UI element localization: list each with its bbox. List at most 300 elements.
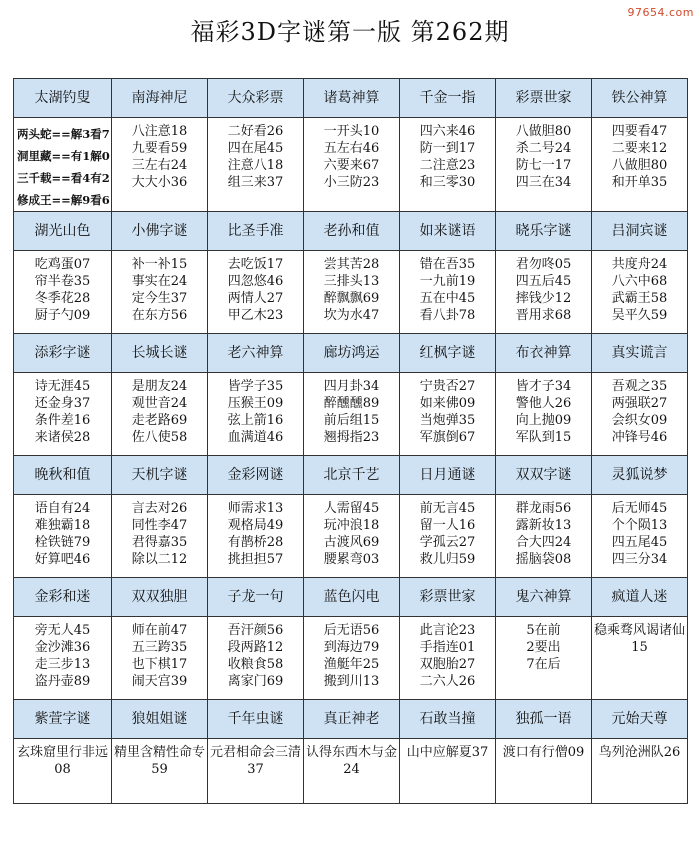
header-row bbox=[14, 212, 688, 251]
riddle-line: 五在中45 bbox=[419, 291, 476, 306]
column-header-label: 双双独胆 bbox=[131, 589, 188, 605]
column-header bbox=[496, 79, 592, 118]
column-header bbox=[14, 456, 112, 495]
column-header-label: 紫萱字谜 bbox=[34, 711, 91, 727]
column-header-label: 天机字谜 bbox=[131, 467, 188, 483]
riddle-line: 难独霸18 bbox=[34, 518, 91, 533]
column-header bbox=[592, 456, 688, 495]
riddle-cell bbox=[304, 495, 400, 578]
riddle-line: 两头蛇==解3看7 bbox=[17, 127, 110, 141]
column-header-label: 真实谎言 bbox=[611, 345, 668, 361]
riddle-cell bbox=[112, 251, 208, 334]
riddle-line: 尝其苦28 bbox=[323, 257, 380, 272]
riddle-line: 有鹊桥28 bbox=[227, 535, 284, 550]
riddle-line: 二好看26 bbox=[227, 124, 284, 139]
column-header-label: 红枫字谜 bbox=[419, 345, 476, 361]
riddle-line: 和三零30 bbox=[419, 175, 476, 190]
riddle-lines bbox=[14, 617, 111, 690]
riddle-cell bbox=[400, 739, 496, 804]
riddle-line: 吾观之35 bbox=[611, 379, 668, 394]
riddle-line: 和开单35 bbox=[611, 175, 668, 190]
riddle-line: 看八卦78 bbox=[419, 308, 476, 323]
riddle-lines bbox=[304, 251, 399, 324]
column-header bbox=[112, 334, 208, 373]
column-header-label: 鬼六神算 bbox=[515, 589, 572, 605]
column-header-label: 老六神算 bbox=[227, 345, 284, 361]
column-header-label: 千年虫谜 bbox=[227, 711, 284, 727]
riddle-cell bbox=[592, 373, 688, 456]
riddle-line: 学孤云27 bbox=[419, 535, 476, 550]
header-row bbox=[14, 334, 688, 373]
riddle-line: 来诸侯28 bbox=[34, 430, 91, 445]
riddle-line: 玄珠窟里行非远08 bbox=[16, 745, 108, 777]
riddle-cell bbox=[400, 617, 496, 700]
column-header-label: 子龙一句 bbox=[227, 589, 284, 605]
header-row bbox=[14, 456, 688, 495]
header-row bbox=[14, 700, 688, 739]
riddle-lines bbox=[304, 617, 399, 690]
riddle-line: 甲乙木23 bbox=[227, 308, 284, 323]
riddle-lines bbox=[304, 118, 399, 191]
riddle-cell bbox=[304, 739, 400, 804]
page-title: 福彩3D字谜第一版 第262期 bbox=[190, 18, 510, 46]
riddle-line: 摇脑袋08 bbox=[515, 552, 572, 567]
riddle-line: 盗丹壶89 bbox=[34, 674, 91, 689]
riddle-cell bbox=[400, 251, 496, 334]
riddle-line: 元君相命会三清37 bbox=[210, 745, 302, 777]
column-header bbox=[496, 334, 592, 373]
column-header bbox=[112, 79, 208, 118]
column-header bbox=[304, 456, 400, 495]
column-header-label: 千金一指 bbox=[419, 90, 476, 106]
riddle-line: 搬到川13 bbox=[323, 674, 380, 689]
riddle-cell bbox=[14, 251, 112, 334]
riddle-line: 血满道46 bbox=[227, 430, 284, 445]
riddle-line: 条件差16 bbox=[34, 413, 91, 428]
riddle-line: 留一人16 bbox=[419, 518, 476, 533]
riddle-line: 二六人26 bbox=[419, 674, 476, 689]
riddle-cell bbox=[400, 118, 496, 212]
riddle-cell bbox=[112, 495, 208, 578]
riddle-cell bbox=[208, 118, 304, 212]
riddle-lines bbox=[496, 617, 591, 673]
riddle-line: 吴平久59 bbox=[611, 308, 668, 323]
riddle-line: 语自有24 bbox=[34, 501, 91, 516]
riddle-cell bbox=[112, 373, 208, 456]
riddle-line: 三排头13 bbox=[323, 274, 380, 289]
riddle-line: 5在前 bbox=[526, 623, 561, 638]
riddle-line: 八六中68 bbox=[611, 274, 668, 289]
riddle-line: 7在后 bbox=[526, 657, 561, 672]
riddle-lines bbox=[400, 739, 495, 761]
riddle-line: 八做胆80 bbox=[611, 158, 668, 173]
riddle-line: 皆才子34 bbox=[515, 379, 572, 394]
riddle-cell bbox=[14, 739, 112, 804]
column-header bbox=[400, 578, 496, 617]
riddle-line: 师需求13 bbox=[227, 501, 284, 516]
column-header-label: 老孙和值 bbox=[323, 223, 380, 239]
column-header bbox=[14, 578, 112, 617]
riddle-line: 军旗倒67 bbox=[419, 430, 476, 445]
riddle-line: 吃鸡蛋07 bbox=[34, 257, 91, 272]
column-header bbox=[496, 700, 592, 739]
riddle-lines bbox=[112, 118, 207, 191]
column-header bbox=[304, 700, 400, 739]
column-header bbox=[14, 79, 112, 118]
riddle-cell bbox=[304, 617, 400, 700]
riddle-line: 手指连01 bbox=[419, 640, 476, 655]
riddle-line: 皆学子35 bbox=[227, 379, 284, 394]
column-header-label: 金彩网谜 bbox=[227, 467, 284, 483]
content-row bbox=[14, 739, 688, 804]
riddle-cell bbox=[496, 118, 592, 212]
riddle-line: 还金身37 bbox=[34, 396, 91, 411]
riddle-line: 旁无人45 bbox=[34, 623, 91, 638]
riddle-line: 四五尾45 bbox=[611, 535, 668, 550]
riddle-lines bbox=[592, 739, 687, 761]
riddle-lines bbox=[592, 617, 687, 656]
riddle-lines bbox=[112, 617, 207, 690]
riddle-line: 精里含精性命专59 bbox=[114, 745, 206, 777]
riddle-line: 宁贵否27 bbox=[419, 379, 476, 394]
riddle-lines bbox=[400, 251, 495, 324]
riddle-line: 认得东西木与金24 bbox=[306, 745, 398, 777]
riddle-cell bbox=[496, 739, 592, 804]
riddle-line: 稳乘骛风谒诸仙15 bbox=[594, 623, 686, 655]
riddle-lines bbox=[400, 617, 495, 690]
riddle-cell bbox=[592, 739, 688, 804]
riddle-line: 厨子勺09 bbox=[34, 308, 91, 323]
riddle-lines bbox=[208, 118, 303, 191]
riddle-lines bbox=[400, 373, 495, 446]
riddle-cell bbox=[304, 251, 400, 334]
riddle-line: 两强联27 bbox=[611, 396, 668, 411]
riddle-line: 四要看47 bbox=[611, 124, 668, 139]
column-header bbox=[592, 79, 688, 118]
riddle-cell bbox=[112, 739, 208, 804]
riddle-cell bbox=[592, 495, 688, 578]
riddle-line: 坎为水47 bbox=[323, 308, 380, 323]
riddle-cell bbox=[400, 495, 496, 578]
riddle-line: 五左右46 bbox=[323, 141, 380, 156]
riddle-line: 挑担担57 bbox=[227, 552, 284, 567]
riddle-line: 五三跨35 bbox=[131, 640, 188, 655]
riddle-line: 人需留45 bbox=[323, 501, 380, 516]
content-row bbox=[14, 118, 688, 212]
riddle-lines bbox=[14, 251, 111, 324]
riddle-cell bbox=[496, 373, 592, 456]
riddle-line: 防七一17 bbox=[515, 158, 572, 173]
riddle-line: 四三分34 bbox=[611, 552, 668, 567]
riddle-lines bbox=[304, 495, 399, 568]
column-header-label: 北京千艺 bbox=[323, 467, 380, 483]
column-header bbox=[496, 212, 592, 251]
riddle-lines bbox=[14, 495, 111, 568]
riddle-cell bbox=[208, 373, 304, 456]
riddle-line: 向上抛09 bbox=[515, 413, 572, 428]
column-header bbox=[112, 578, 208, 617]
riddle-line: 四五后45 bbox=[515, 274, 572, 289]
riddle-line: 后无师45 bbox=[611, 501, 668, 516]
riddle-line: 古渡风69 bbox=[323, 535, 380, 550]
column-header-label: 蓝色闪电 bbox=[323, 589, 380, 605]
riddle-line: 露新妆13 bbox=[515, 518, 572, 533]
riddle-lines bbox=[208, 739, 303, 778]
riddle-cell bbox=[208, 739, 304, 804]
column-header bbox=[112, 456, 208, 495]
column-header bbox=[400, 334, 496, 373]
riddle-line: 个个陨13 bbox=[611, 518, 668, 533]
riddle-lines bbox=[112, 373, 207, 446]
riddle-line: 补一补15 bbox=[131, 257, 188, 272]
header-row bbox=[14, 79, 688, 118]
riddle-line: 渡口有行僧09 bbox=[502, 745, 585, 760]
riddle-line: 在东方56 bbox=[131, 308, 188, 323]
riddle-line: 修成王==解9看6 bbox=[17, 193, 110, 207]
riddle-lines bbox=[592, 495, 687, 568]
riddle-line: 离家门69 bbox=[227, 674, 284, 689]
riddle-line: 师在前47 bbox=[131, 623, 188, 638]
riddle-lines bbox=[496, 495, 591, 568]
riddle-line: 摔钱少12 bbox=[515, 291, 572, 306]
column-header bbox=[112, 212, 208, 251]
riddle-line: 四忽悠46 bbox=[227, 274, 284, 289]
riddle-line: 错在吾35 bbox=[419, 257, 476, 272]
riddle-line: 群龙雨56 bbox=[515, 501, 572, 516]
riddle-line: 四六来46 bbox=[419, 124, 476, 139]
column-header bbox=[400, 456, 496, 495]
riddle-line: 去吃饭17 bbox=[227, 257, 284, 272]
riddle-line: 君得嘉35 bbox=[131, 535, 188, 550]
riddle-line: 双胞胎27 bbox=[419, 657, 476, 672]
riddle-line: 腰累弯03 bbox=[323, 552, 380, 567]
column-header bbox=[496, 578, 592, 617]
riddle-line: 洞里藏==有1解0 bbox=[17, 149, 110, 163]
riddle-line: 是朋友24 bbox=[131, 379, 188, 394]
riddle-line: 观格局49 bbox=[227, 518, 284, 533]
riddle-line: 2要出 bbox=[526, 640, 561, 655]
riddle-line: 醉醺醺89 bbox=[323, 396, 380, 411]
riddle-line: 金沙滩36 bbox=[34, 640, 91, 655]
column-header bbox=[592, 334, 688, 373]
column-header-label: 南海神尼 bbox=[131, 90, 188, 106]
riddle-line: 闹天宫39 bbox=[131, 674, 188, 689]
riddle-line: 会织女09 bbox=[611, 413, 668, 428]
riddle-line: 醉飘飘69 bbox=[323, 291, 380, 306]
column-header-label: 如来谜语 bbox=[419, 223, 476, 239]
column-header-label: 彩票世家 bbox=[419, 589, 476, 605]
column-header-label: 比圣手准 bbox=[227, 223, 284, 239]
column-header bbox=[304, 212, 400, 251]
column-header-label: 双双字谜 bbox=[515, 467, 572, 483]
riddle-line: 晋用求68 bbox=[515, 308, 572, 323]
riddle-lines bbox=[14, 373, 111, 446]
riddle-table-body bbox=[14, 79, 688, 804]
riddle-line: 栓铁链79 bbox=[34, 535, 91, 550]
column-header-label: 铁公神算 bbox=[611, 90, 668, 106]
column-header-label: 彩票世家 bbox=[515, 90, 572, 106]
column-header bbox=[208, 700, 304, 739]
column-header-label: 真正神老 bbox=[323, 711, 380, 727]
column-header bbox=[496, 456, 592, 495]
riddle-cell bbox=[592, 118, 688, 212]
riddle-line: 也下棋17 bbox=[131, 657, 188, 672]
column-header-label: 小佛字谜 bbox=[131, 223, 188, 239]
content-row bbox=[14, 617, 688, 700]
riddle-line: 到海边79 bbox=[323, 640, 380, 655]
riddle-line: 走老路69 bbox=[131, 413, 188, 428]
riddle-line: 一九前19 bbox=[419, 274, 476, 289]
riddle-lines bbox=[112, 495, 207, 568]
riddle-line: 此言论23 bbox=[419, 623, 476, 638]
riddle-lines bbox=[496, 739, 591, 761]
riddle-cell bbox=[496, 495, 592, 578]
column-header-label: 大众彩票 bbox=[227, 90, 284, 106]
riddle-line: 前无言45 bbox=[419, 501, 476, 516]
riddle-line: 八做胆80 bbox=[515, 124, 572, 139]
column-header bbox=[14, 700, 112, 739]
column-header bbox=[304, 334, 400, 373]
riddle-lines bbox=[592, 251, 687, 324]
riddle-lines bbox=[208, 617, 303, 690]
column-header-label: 日月通谜 bbox=[419, 467, 476, 483]
riddle-lines bbox=[208, 495, 303, 568]
column-header-label: 太湖钓叟 bbox=[34, 90, 91, 106]
riddle-cell bbox=[14, 373, 112, 456]
riddle-cell bbox=[304, 373, 400, 456]
riddle-cell bbox=[208, 495, 304, 578]
content-row bbox=[14, 373, 688, 456]
riddle-lines bbox=[592, 118, 687, 191]
riddle-lines bbox=[496, 118, 591, 191]
column-header bbox=[400, 700, 496, 739]
riddle-line: 组三来37 bbox=[227, 175, 284, 190]
riddle-line: 冲锋号46 bbox=[611, 430, 668, 445]
riddle-lines bbox=[14, 739, 111, 778]
riddle-line: 大大小36 bbox=[131, 175, 188, 190]
riddle-line: 山中应解夏37 bbox=[406, 745, 489, 760]
riddle-cell bbox=[496, 251, 592, 334]
riddle-line: 八注意18 bbox=[131, 124, 188, 139]
riddle-line: 同性李47 bbox=[131, 518, 188, 533]
riddle-line: 军队到15 bbox=[515, 430, 572, 445]
column-header-label: 布衣神算 bbox=[515, 345, 572, 361]
column-header bbox=[592, 578, 688, 617]
column-header bbox=[14, 334, 112, 373]
column-header bbox=[208, 456, 304, 495]
riddle-line: 后无语56 bbox=[323, 623, 380, 638]
column-header-label: 晓乐字谜 bbox=[515, 223, 572, 239]
column-header-label: 金彩和迷 bbox=[34, 589, 91, 605]
riddle-lines bbox=[304, 739, 399, 778]
riddle-lines bbox=[592, 373, 687, 446]
riddle-cell bbox=[400, 373, 496, 456]
column-header-label: 晚秋和值 bbox=[34, 467, 91, 483]
riddle-line: 除以二12 bbox=[131, 552, 188, 567]
riddle-line: 二要来12 bbox=[611, 141, 668, 156]
column-header bbox=[400, 79, 496, 118]
riddle-lines bbox=[304, 373, 399, 446]
column-header bbox=[112, 700, 208, 739]
column-header-label: 独孤一语 bbox=[515, 711, 572, 727]
riddle-cell bbox=[304, 118, 400, 212]
column-header-label: 添彩字谜 bbox=[34, 345, 91, 361]
content-row bbox=[14, 251, 688, 334]
column-header-label: 灵狐说梦 bbox=[611, 467, 668, 483]
riddle-lines bbox=[112, 251, 207, 324]
riddle-line: 四三在34 bbox=[515, 175, 572, 190]
riddle-line: 诗无涯45 bbox=[34, 379, 91, 394]
column-header-label: 诸葛神算 bbox=[323, 90, 380, 106]
riddle-line: 救儿归59 bbox=[419, 552, 476, 567]
column-header bbox=[208, 334, 304, 373]
riddle-lines bbox=[208, 373, 303, 446]
riddle-line: 警他人26 bbox=[515, 396, 572, 411]
riddle-line: 玩冲浪18 bbox=[323, 518, 380, 533]
riddle-line: 帘半卷35 bbox=[34, 274, 91, 289]
riddle-line: 如来佛09 bbox=[419, 396, 476, 411]
riddle-line: 段两路12 bbox=[227, 640, 284, 655]
riddle-line: 三左右24 bbox=[131, 158, 188, 173]
riddle-lines bbox=[112, 739, 207, 778]
riddle-line: 防一到17 bbox=[419, 141, 476, 156]
riddle-cell bbox=[208, 617, 304, 700]
riddle-line: 二注意23 bbox=[419, 158, 476, 173]
column-header bbox=[592, 212, 688, 251]
riddle-line: 冬季花28 bbox=[34, 291, 91, 306]
riddle-line: 言去对26 bbox=[131, 501, 188, 516]
riddle-cell bbox=[592, 617, 688, 700]
column-header bbox=[208, 578, 304, 617]
column-header-label: 元始天尊 bbox=[611, 711, 668, 727]
riddle-line: 杀二号24 bbox=[515, 141, 572, 156]
riddle-line: 前后组15 bbox=[323, 413, 380, 428]
riddle-lines bbox=[496, 251, 591, 324]
riddle-line: 注意八18 bbox=[227, 158, 284, 173]
column-header-label: 长城长谜 bbox=[131, 345, 188, 361]
riddle-line: 好算吧46 bbox=[34, 552, 91, 567]
riddle-line: 君勿咚05 bbox=[515, 257, 572, 272]
riddle-line: 九要看59 bbox=[131, 141, 188, 156]
column-header bbox=[304, 578, 400, 617]
riddle-line: 小三防23 bbox=[323, 175, 380, 190]
riddle-line: 压猴王09 bbox=[227, 396, 284, 411]
column-header-label: 疯道人迷 bbox=[611, 589, 668, 605]
column-header bbox=[304, 79, 400, 118]
riddle-line: 共度舟24 bbox=[611, 257, 668, 272]
riddle-line: 观世音24 bbox=[131, 396, 188, 411]
column-header-label: 廊坊鸿运 bbox=[323, 345, 380, 361]
riddle-line: 翘拇指23 bbox=[323, 430, 380, 445]
riddle-line: 四月卦34 bbox=[323, 379, 380, 394]
riddle-lines bbox=[14, 118, 111, 211]
column-header bbox=[400, 212, 496, 251]
riddle-line: 六要来67 bbox=[323, 158, 380, 173]
column-header-label: 狼姐姐谜 bbox=[131, 711, 188, 727]
column-header bbox=[208, 79, 304, 118]
site-watermark: 97654.com bbox=[627, 6, 694, 19]
riddle-line: 合大四24 bbox=[515, 535, 572, 550]
riddle-line: 走三步13 bbox=[34, 657, 91, 672]
riddle-line: 弦上箭16 bbox=[227, 413, 284, 428]
riddle-cell bbox=[112, 118, 208, 212]
column-header bbox=[208, 212, 304, 251]
column-header bbox=[14, 212, 112, 251]
riddle-line: 武霸王58 bbox=[611, 291, 668, 306]
content-row bbox=[14, 495, 688, 578]
riddle-cell bbox=[14, 617, 112, 700]
riddle-cell bbox=[14, 495, 112, 578]
